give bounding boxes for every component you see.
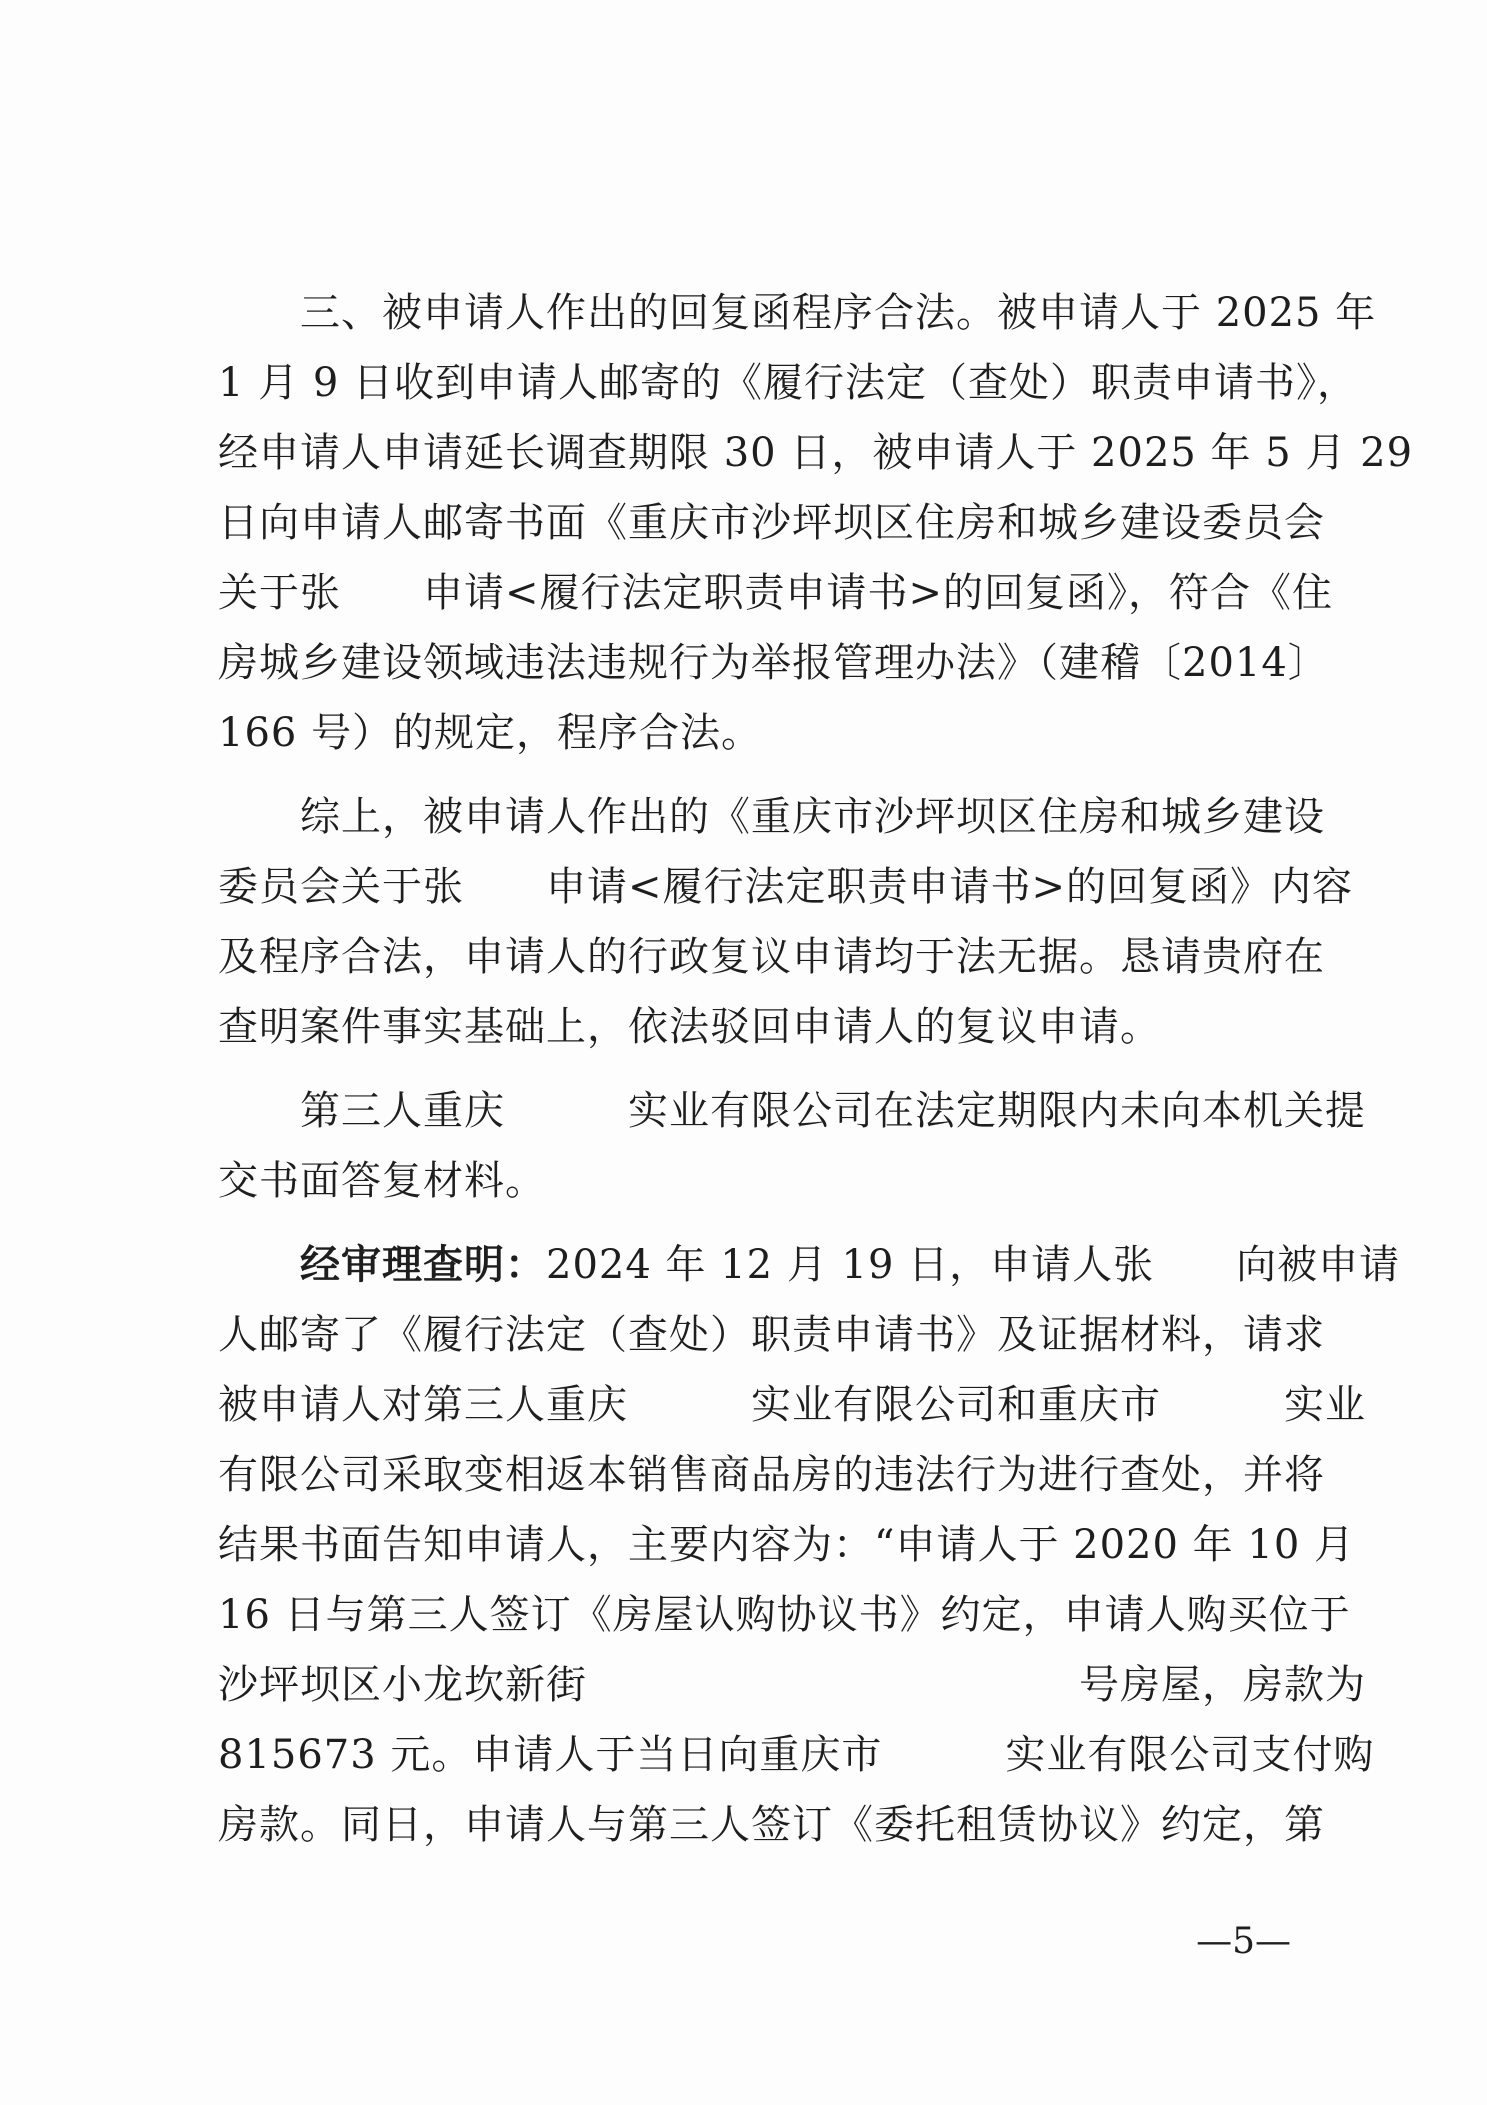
text-line: 沙坪坝区小龙坎新街 号房屋，房款为 [218, 1662, 1366, 1708]
page-number: —5— [1196, 1921, 1291, 1962]
text-line: 人邮寄了《履行法定（查处）职责申请书》及证据材料，请求 [218, 1312, 1325, 1358]
text-line [218, 1230, 1401, 1300]
text-line: 被申请人对第三人重庆 实业有限公司和重庆市 实业 [218, 1382, 1366, 1428]
text-line: 综上，被申请人作出的《重庆市沙坪坝区住房和城乡建设 [300, 794, 1325, 840]
text-line: 房城乡建设领域违法违规行为举报管理办法》（建稽〔2014〕 [218, 640, 1329, 686]
text-line: 及程序合法，申请人的行政复议申请均于法无据。恳请贵府在 [218, 934, 1325, 980]
text-line: 房款。同日，申请人与第三人签订《委托租赁协议》约定，第 [218, 1802, 1325, 1848]
body-text [218, 278, 1414, 1860]
text-line: 1 月 9 日收到申请人邮寄的《履行法定（查处）职责申请书》， [218, 360, 1359, 406]
text-line: 16 日与第三人签订《房屋认购协议书》约定，申请人购买位于 [218, 1592, 1351, 1638]
text-line: 日向申请人邮寄书面《重庆市沙坪坝区住房和城乡建设委员会 [218, 500, 1325, 546]
text-line: 经申请人申请延长调查期限 30 日，被申请人于 2025 年 5 月 29 [218, 430, 1414, 476]
findings-heading: 经审理查明： [300, 1241, 546, 1288]
text-line: 委员会关于张 申请<履行法定职责申请书>的回复函》内容 [218, 864, 1354, 910]
text-line: 结果书面告知申请人，主要内容为：“申请人于 2020 年 10 月 [218, 1522, 1356, 1568]
findings-first-line: 2024 年 12 月 19 日，申请人张 向被申请 [546, 1242, 1401, 1288]
text-line: 第三人重庆 实业有限公司在法定期限内未向本机关提 [300, 1088, 1366, 1134]
text-line: 三、被申请人作出的回复函程序合法。被申请人于 2025 年 [300, 290, 1377, 336]
text-line: 查明案件事实基础上，依法驳回申请人的复议申请。 [218, 1004, 1161, 1050]
text-line: 交书面答复材料。 [218, 1158, 546, 1204]
text-line: 关于张 申请<履行法定职责申请书>的回复函》，符合《住 [218, 570, 1334, 616]
text-line: 166 号）的规定，程序合法。 [218, 710, 763, 756]
text-line: 815673 元。申请人于当日向重庆市 实业有限公司支付购 [218, 1732, 1375, 1778]
text-line: 有限公司采取变相返本销售商品房的违法行为进行查处，并将 [218, 1452, 1325, 1498]
